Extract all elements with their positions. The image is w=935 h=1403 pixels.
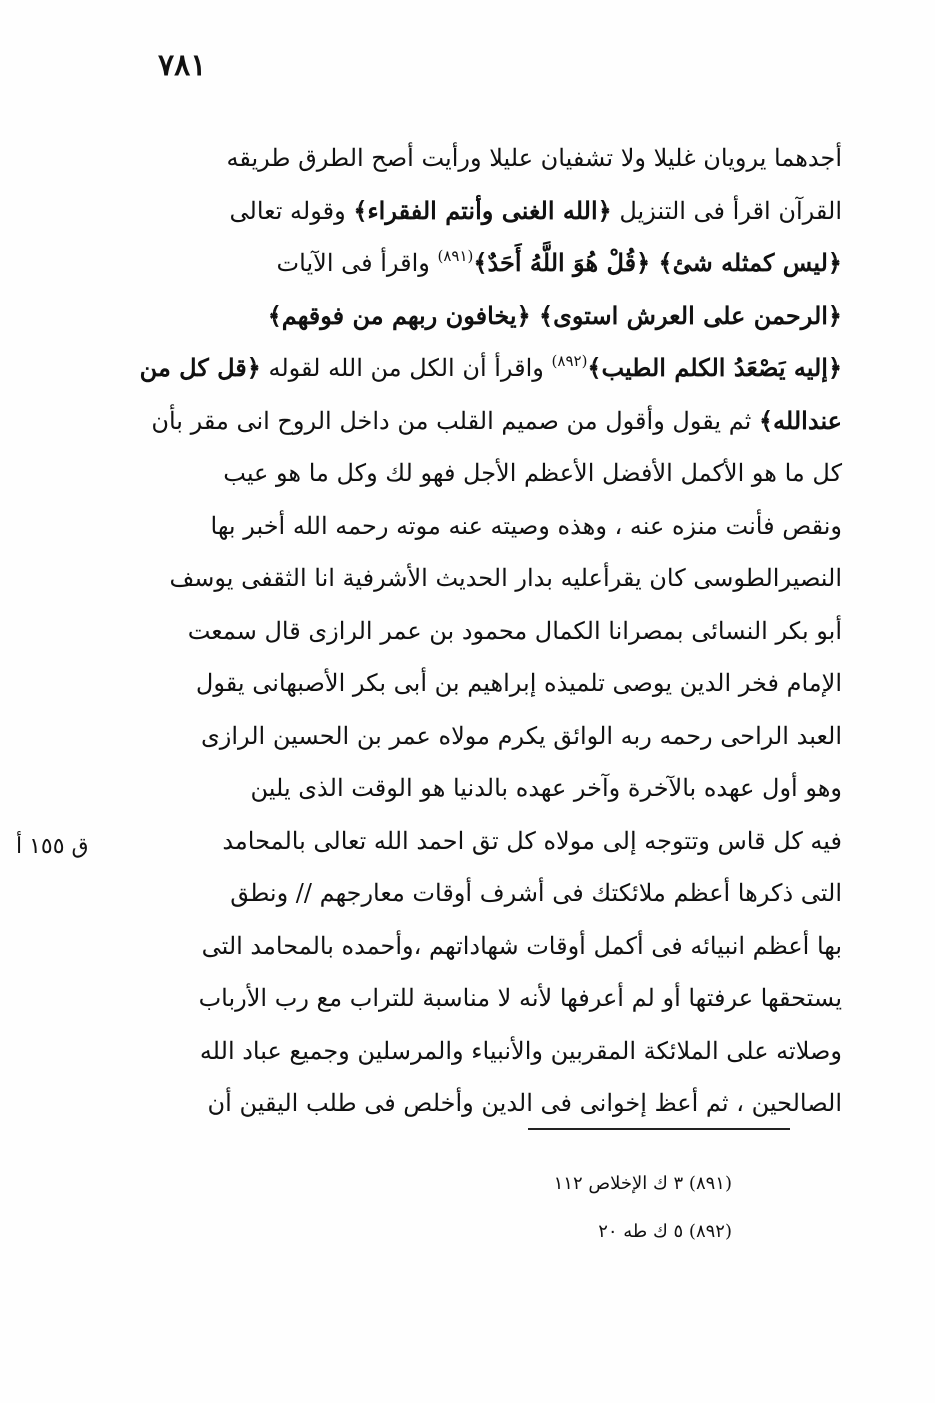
quran-quote: ﴿الرحمن على العرش استوى﴾ ﴿يخافون ربهم من فوقهم﴾: [267, 300, 842, 330]
quran-quote: ﴿الله الغنى وأنتم الفقراء﴾: [353, 195, 612, 225]
footnotes: [420, 1160, 732, 1256]
text-segment: واقرأ فى الآيات: [276, 249, 438, 277]
text-segment: أجدهما يرويان غليلا ولا تشفيان عليلا ورأيت أصح الطرق طريقه: [226, 144, 842, 172]
text-segment: وهو أول عهده بالآخرة وآخر عهده بالدنيا هو الوقت الذى يلين: [250, 774, 842, 802]
text-segment: ثم يقول وأقول من صميم القلب من داخل الروح انى مقر بأن: [151, 406, 759, 435]
text-line: [60, 185, 842, 238]
footnote: (٨٩٢) ٥ ك طه ٢٠: [598, 1221, 732, 1242]
text-line: [60, 867, 842, 920]
page-number: ٧٨١: [158, 48, 207, 83]
text-segment: الصالحين ، ثم أعظ إخوانى فى الدين وأخلص فى طلب اليقين أن: [207, 1089, 842, 1117]
text-line: [60, 710, 842, 763]
text-line: [60, 762, 842, 815]
body-text: [60, 132, 842, 1130]
text-segment: ونقص فأنت منزه عنه ، وهذه وصيته عنه موته رحمه الله أخبر بها: [210, 511, 842, 540]
text-line: [60, 237, 842, 290]
text-line: [60, 552, 842, 605]
text-line: [60, 815, 842, 868]
text-segment: النصيرالطوسى كان يقرأعليه بدار الحديث الأشرفية انا الثقفى يوسف: [169, 564, 842, 592]
quran-quote: عندالله﴾: [758, 405, 842, 435]
text-segment: بها أعظم انبيائه فى أكمل أوقات شهاداتهم ،وأحمده بالمحامد التى: [201, 931, 842, 960]
text-line: [60, 1077, 842, 1130]
text-segment: الإمام فخر الدين يوصى تلميذه إبراهيم بن أبى بكر الأصبهانى يقول: [195, 669, 842, 697]
text-segment: وصلاته على الملائكة المقربين والأنبياء والمرسلين وجميع عباد الله: [199, 1036, 842, 1065]
text-segment: كل ما هو الأكمل الأفضل الأعظم الأجل فهو لك وكل ما هو عيب: [223, 459, 842, 487]
text-segment: يستحقها عرفتها أو لم أعرفها لأنه لا مناسبة للتراب مع رب الأرباب: [198, 984, 842, 1012]
text-line: [60, 290, 842, 343]
quran-quote: ﴿قل كل من: [139, 353, 261, 382]
text-line: [60, 342, 842, 395]
text-line: [60, 972, 842, 1025]
text-line: [60, 395, 842, 448]
text-segment: واقرأ أن الكل من الله لقوله: [260, 354, 552, 382]
margin-folio-note: ق ١٥٥ أ: [16, 834, 89, 859]
text-segment: وقوله تعالى: [229, 196, 354, 225]
text-line: [60, 920, 842, 973]
footnote: (٨٩١) ٣ ك الإخلاص ١١٢: [553, 1173, 732, 1194]
footnote-marker: (٨٩٢): [551, 352, 588, 370]
text-line: [60, 657, 842, 710]
text-line: [60, 132, 842, 185]
text-segment: العبد الراحى رحمه ربه الوائق يكرم مولاه عمر بن الحسين الرازى: [200, 721, 842, 750]
text-segment: القرآن اقرأ فى التنزيل: [611, 196, 842, 225]
footnote-separator: [528, 1128, 790, 1130]
text-line: [60, 1025, 842, 1078]
text-line: [60, 605, 842, 658]
footnote-marker: (٨٩١): [437, 247, 474, 265]
quran-quote: ﴿ليس كمثله شئ﴾ ﴿قُلْ هُوَ اللَّهُ أَحَدٌ﴾: [473, 248, 842, 277]
text-line: [60, 500, 842, 553]
quran-quote: ﴿إليه يَصْعَدُ الكلم الطيب﴾: [587, 353, 842, 382]
text-line: [60, 447, 842, 500]
text-segment: أبو بكر النسائى بمصرانا الكمال محمود بن عمر الرازى قال سمعت: [187, 616, 842, 645]
text-segment: فيه كل قاس وتتوجه إلى مولاه كل تق احمد الله تعالى بالمحامد: [222, 826, 842, 855]
text-segment: التى ذكرها أعظم ملائكتك فى أشرف أوقات معارجهم // ونطق: [230, 879, 842, 907]
